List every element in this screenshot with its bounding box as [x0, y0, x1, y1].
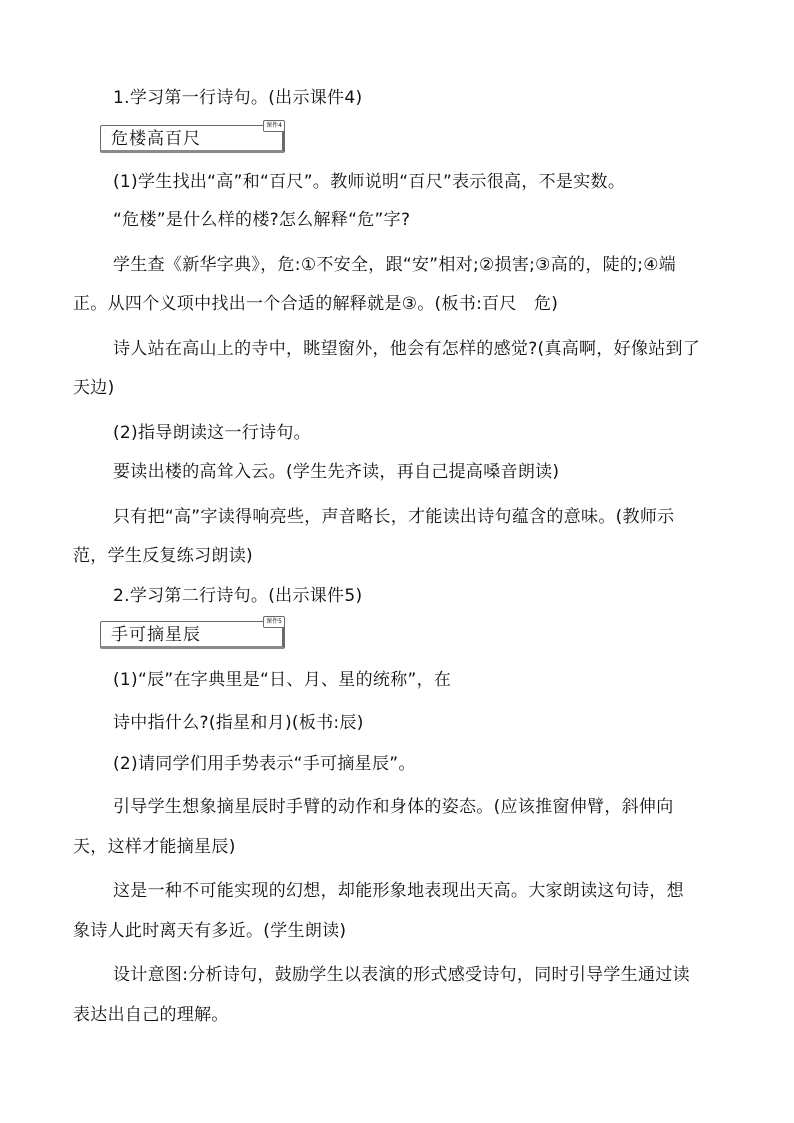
paragraph-line: “危楼”是什么样的楼?怎么解释“危”字?	[113, 210, 411, 230]
paragraph-line: 天，这样才能摘星辰)	[73, 837, 236, 857]
paragraph-line: 诗人站在高山上的寺中，眺望窗外，他会有怎样的感觉?(真高啊，好像站到了	[113, 339, 701, 359]
design-intent-line: 设计意图:分析诗句，鼓励学生以表演的形式感受诗句，同时引导学生通过读	[113, 965, 690, 985]
section-heading-2: 2.学习第二行诗句。(出示课件5)	[113, 586, 363, 606]
paragraph-line: 诗中指什么?(指星和月)(板书:辰)	[113, 713, 364, 733]
slide-card-2	[100, 618, 285, 649]
slide-card-1	[100, 122, 285, 153]
paragraph-line: 这是一种不可能实现的幻想，却能形象地表现出天高。大家朗读这句诗，想	[113, 881, 684, 901]
paragraph-line: 引导学生想象摘星辰时手臂的动作和身体的姿态。(应该推窗伸臂，斜伸向	[113, 797, 674, 817]
paragraph-line: 只有把“高”字读得响亮些，声音略长，才能读出诗句蕴含的意味。(教师示	[113, 507, 675, 527]
section-heading-1: 1.学习第一行诗句。(出示课件4)	[113, 88, 363, 108]
slide-card-2-tag: 课件5	[263, 616, 285, 628]
paragraph-line: 学生查《新华字典》，危:①不安全，跟“安”相对;②损害;③高的，陡的;④端	[113, 255, 677, 275]
paragraph-line: (1)“辰”在字典里是“日、月、星的统称”，在	[113, 670, 452, 690]
paragraph-line: 天边)	[73, 378, 115, 398]
design-intent-line: 表达出自己的理解。	[73, 1005, 229, 1025]
paragraph-line: 范，学生反复练习朗读)	[73, 546, 253, 566]
slide-card-1-text: 危楼高百尺	[111, 129, 201, 149]
paragraph-line: (2)指导朗读这一行诗句。	[113, 423, 311, 443]
paragraph-line: 正。从四个义项中找出一个合适的解释就是③。(板书:百尺 危)	[73, 294, 559, 314]
paragraph-line: 象诗人此时离天有多近。(学生朗读)	[73, 921, 347, 941]
paragraph-line: (1)学生找出“高”和“百尺”。教师说明“百尺”表示很高，不是实数。	[113, 172, 626, 192]
paragraph-line: 要读出楼的高耸入云。(学生先齐读，再自己提高嗓音朗读)	[113, 462, 560, 482]
paragraph-line: (2)请同学们用手势表示“手可摘星辰”。	[113, 754, 416, 774]
slide-card-2-text: 手可摘星辰	[111, 625, 201, 645]
slide-card-1-tag: 课件4	[263, 120, 285, 132]
